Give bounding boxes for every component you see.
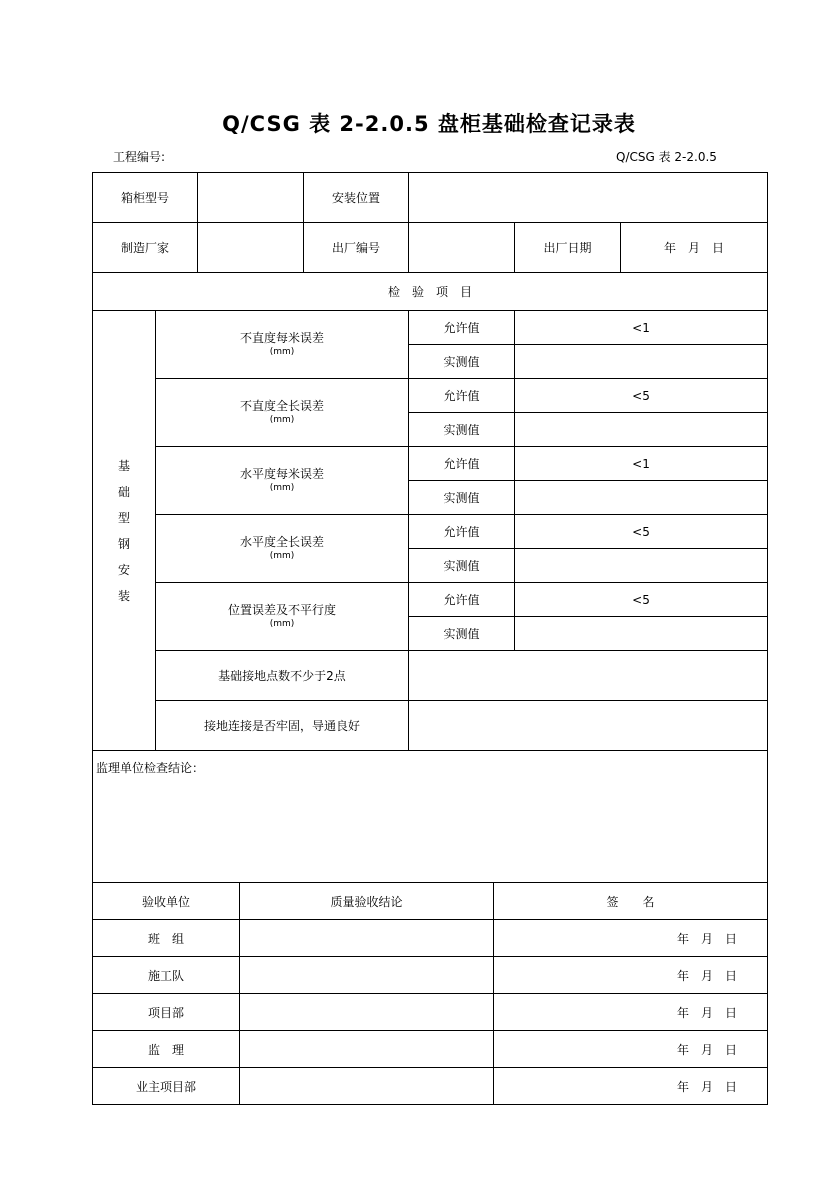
inspection-item bbox=[155, 582, 409, 651]
item-unit: (mm) bbox=[269, 618, 295, 629]
item-name: 位置误差及不平行度 bbox=[227, 602, 336, 617]
acceptance-unit: 施工队 bbox=[92, 956, 240, 994]
allowed-label: 允许值 bbox=[408, 310, 515, 345]
allowed-value: <1 bbox=[514, 310, 768, 345]
group-char: 基 bbox=[117, 458, 130, 473]
inspection-item bbox=[155, 514, 409, 583]
manufacturer-label: 制造厂家 bbox=[92, 222, 198, 273]
measured-value-field[interactable] bbox=[514, 480, 768, 515]
serial-no-field[interactable] bbox=[408, 222, 515, 273]
measured-label: 实测值 bbox=[408, 480, 515, 515]
acceptance-signature-field[interactable]: 年 月 日 bbox=[493, 956, 768, 994]
measured-label: 实测值 bbox=[408, 412, 515, 447]
group-char: 装 bbox=[117, 588, 130, 603]
measured-label: 实测值 bbox=[408, 344, 515, 379]
allowed-label: 允许值 bbox=[408, 514, 515, 549]
acceptance-unit: 项目部 bbox=[92, 993, 240, 1031]
acceptance-conclusion-field[interactable] bbox=[239, 1067, 494, 1105]
group-label bbox=[92, 310, 156, 751]
allowed-value: <5 bbox=[514, 582, 768, 617]
acceptance-conclusion-field[interactable] bbox=[239, 1030, 494, 1068]
acceptance-header-conclusion: 质量验收结论 bbox=[239, 882, 494, 920]
grounding-connection-field[interactable] bbox=[408, 700, 768, 751]
item-name: 不直度每米误差 bbox=[239, 330, 324, 345]
install-location-label: 安装位置 bbox=[303, 172, 409, 223]
acceptance-conclusion-field[interactable] bbox=[239, 993, 494, 1031]
project-no-label: 工程编号: bbox=[113, 150, 166, 164]
acceptance-unit: 监 理 bbox=[92, 1030, 240, 1068]
form-code: Q/CSG 表 2-2.0.5 bbox=[616, 150, 717, 164]
allowed-label: 允许值 bbox=[408, 446, 515, 481]
allowed-value: <5 bbox=[514, 378, 768, 413]
supervision-conclusion-box[interactable] bbox=[92, 750, 768, 883]
allowed-label: 允许值 bbox=[408, 582, 515, 617]
grounding-points-label: 基础接地点数不少于2点 bbox=[155, 650, 409, 701]
acceptance-signature-field[interactable]: 年 月 日 bbox=[493, 919, 768, 957]
measured-value-field[interactable] bbox=[514, 548, 768, 583]
cabinet-model-label: 箱柜型号 bbox=[92, 172, 198, 223]
factory-date-field[interactable]: 年 月 日 bbox=[620, 222, 768, 273]
group-char: 安 bbox=[117, 562, 130, 577]
page-title: Q/CSG 表 2-2.0.5 盘柜基础检查记录表 bbox=[222, 112, 636, 136]
measured-label: 实测值 bbox=[408, 548, 515, 583]
allowed-value: <1 bbox=[514, 446, 768, 481]
inspection-heading: 检 验 项 目 bbox=[92, 272, 768, 311]
manufacturer-field[interactable] bbox=[197, 222, 304, 273]
item-name: 不直度全长误差 bbox=[239, 398, 324, 413]
item-name: 水平度每米误差 bbox=[239, 466, 324, 481]
measured-value-field[interactable] bbox=[514, 616, 768, 651]
inspection-item bbox=[155, 310, 409, 379]
group-char: 钢 bbox=[117, 536, 130, 551]
group-char: 型 bbox=[117, 510, 130, 525]
acceptance-signature-field[interactable]: 年 月 日 bbox=[493, 1030, 768, 1068]
measured-value-field[interactable] bbox=[514, 344, 768, 379]
acceptance-header-unit: 验收单位 bbox=[92, 882, 240, 920]
acceptance-unit: 班 组 bbox=[92, 919, 240, 957]
acceptance-conclusion-field[interactable] bbox=[239, 919, 494, 957]
cabinet-model-field[interactable] bbox=[197, 172, 304, 223]
measured-label: 实测值 bbox=[408, 616, 515, 651]
supervision-conclusion-label: 监理单位检查结论： bbox=[96, 761, 205, 775]
grounding-points-field[interactable] bbox=[408, 650, 768, 701]
item-name: 水平度全长误差 bbox=[239, 534, 324, 549]
acceptance-signature-field[interactable]: 年 月 日 bbox=[493, 993, 768, 1031]
allowed-label: 允许值 bbox=[408, 378, 515, 413]
serial-no-label: 出厂编号 bbox=[303, 222, 409, 273]
acceptance-conclusion-field[interactable] bbox=[239, 956, 494, 994]
item-unit: (mm) bbox=[269, 482, 295, 493]
item-unit: (mm) bbox=[269, 346, 295, 357]
factory-date-label: 出厂日期 bbox=[514, 222, 621, 273]
install-location-field[interactable] bbox=[408, 172, 768, 223]
measured-value-field[interactable] bbox=[514, 412, 768, 447]
item-unit: (mm) bbox=[269, 550, 295, 561]
item-unit: (mm) bbox=[269, 414, 295, 425]
inspection-item bbox=[155, 446, 409, 515]
allowed-value: <5 bbox=[514, 514, 768, 549]
inspection-item bbox=[155, 378, 409, 447]
group-char: 础 bbox=[117, 484, 130, 499]
acceptance-unit: 业主项目部 bbox=[92, 1067, 240, 1105]
acceptance-header-signature: 签 名 bbox=[493, 882, 768, 920]
grounding-connection-label: 接地连接是否牢固，导通良好 bbox=[155, 700, 409, 751]
acceptance-signature-field[interactable]: 年 月 日 bbox=[493, 1067, 768, 1105]
